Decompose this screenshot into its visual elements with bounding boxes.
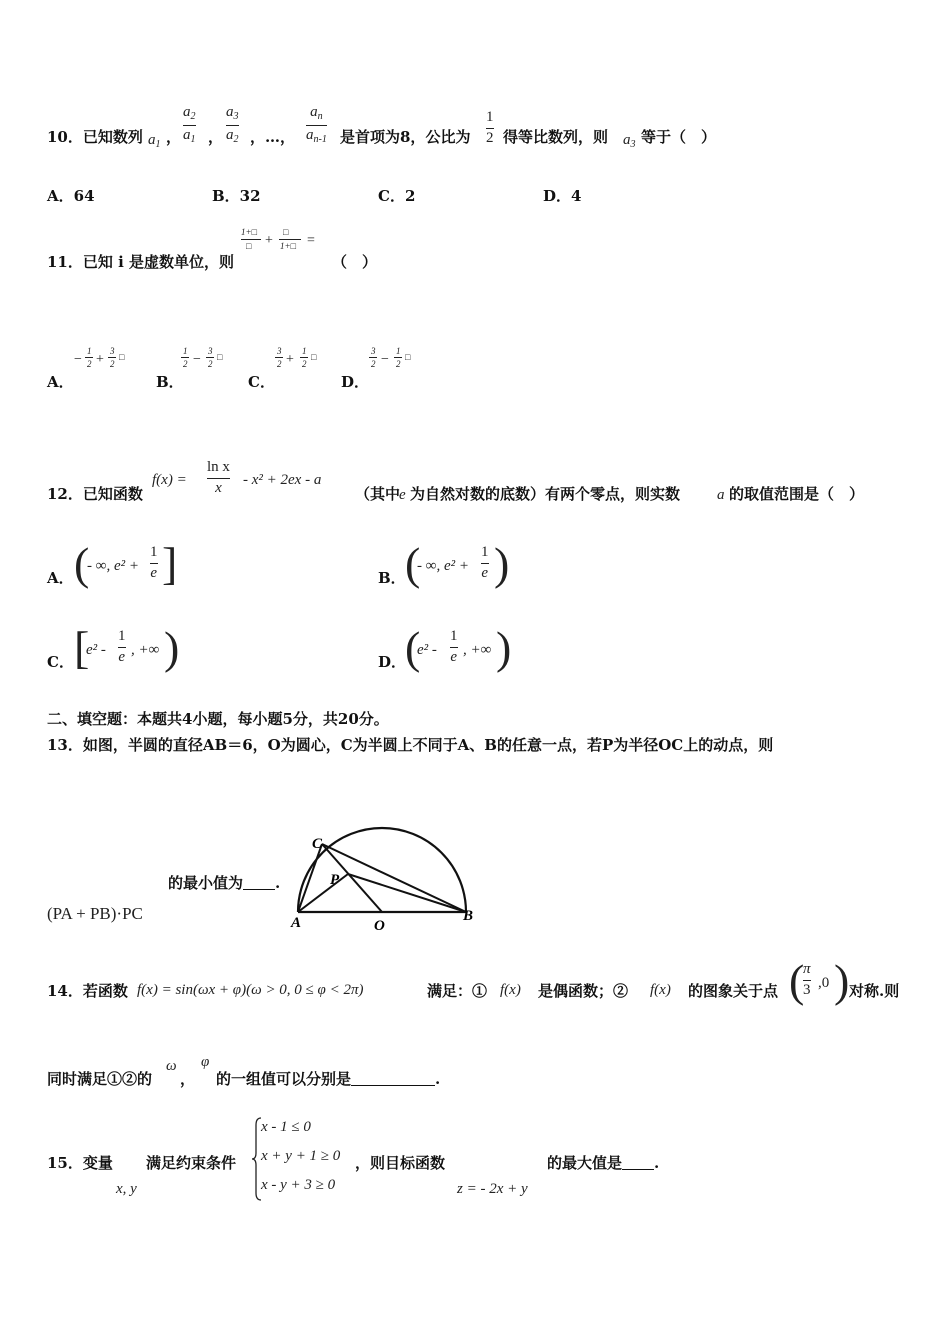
q15-constraint-3: x - y + 3 ≥ 0	[261, 1177, 336, 1193]
q13-semicircle-figure	[288, 820, 488, 930]
q10-ellipsis: ，…，	[250, 128, 296, 146]
q10-option-b[interactable]: B．32	[212, 187, 261, 205]
q10-comma: ，	[166, 128, 182, 146]
q14-line2-prefix: 同时满足①②的	[47, 1070, 153, 1088]
q10-stem-mid2: 得等比数列，则	[503, 128, 609, 146]
q12-e-symbol: e	[399, 487, 406, 503]
q11-option-c-expr[interactable]: 3 2 + 1 2 □	[277, 346, 317, 369]
q11-option-a-expr[interactable]: − 1 2 + 3 2 □	[74, 346, 125, 369]
q10-stem-suffix: 等于（ ）	[641, 128, 717, 146]
q13-stem: 13．如图，半圆的直径AB＝6，O为圆心，C为半圆上不同于A、B的任意一点，若P为半径OC上的动点，则	[47, 736, 774, 754]
q12-func-rest: - x² + 2ex - a	[243, 472, 322, 488]
q10-seq-first: $a_1$	[148, 132, 161, 150]
q14-comma: ，	[180, 1070, 196, 1088]
q14-answer-blank[interactable]	[351, 1085, 435, 1086]
q10-fraction-1: $a_2$ $a_1$	[183, 104, 196, 145]
q14-stem-mid: 满足：①	[427, 982, 488, 1000]
q14-stem-suffix: 对称.则	[849, 982, 900, 1000]
q14-phi: φ	[201, 1054, 210, 1070]
q13-tail: 的最小值为 .	[168, 874, 281, 892]
q10-stem-prefix: 10．已知数列	[47, 128, 143, 146]
q10-option-d[interactable]: D．4	[543, 187, 582, 205]
q10-option-c[interactable]: C．2	[378, 187, 416, 205]
q11-option-b-letter[interactable]: B．	[156, 373, 184, 391]
q14-line2-suffix: 的一组值可以分别是 .	[216, 1070, 441, 1088]
q15-answer-blank[interactable]	[622, 1169, 654, 1170]
q10-target: $a_3$	[623, 132, 636, 150]
q13-expression: (PA + PB)·PC	[47, 904, 143, 923]
q15-stem-suffix: 的最大值是 .	[547, 1154, 660, 1172]
q14-f1: f(x)	[500, 982, 521, 998]
q10-option-a[interactable]: A．64	[47, 187, 95, 205]
q11-option-c-letter[interactable]: C．	[248, 373, 275, 391]
q12-stem-mid2: 为自然对数的底数）有两个零点，则实数	[410, 485, 681, 503]
q12-option-d-letter[interactable]: D．	[378, 653, 407, 671]
q15-constraint-1: x - 1 ≤ 0	[261, 1119, 311, 1135]
q15-stem-mid: 满足约束条件	[146, 1154, 237, 1172]
q11-option-d-expr[interactable]: 3 2 − 1 2 □	[371, 346, 411, 369]
q11-option-a-letter[interactable]: A．	[47, 373, 74, 391]
q10-comma: ，	[208, 128, 224, 146]
q15-constraint-2: x + y + 1 ≥ 0	[261, 1148, 341, 1164]
q15-vars: x, y	[116, 1181, 137, 1197]
q11-option-d-letter[interactable]: D．	[341, 373, 370, 391]
q14-stem-mid3: 的图象关于点	[688, 982, 779, 1000]
q12-stem-mid: （其中	[355, 485, 401, 503]
q10-fraction-n: $a_n$ $a_{n-1}$	[306, 104, 327, 145]
q11-option-b-expr[interactable]: 1 2 − 3 2 □	[183, 346, 223, 369]
q11-stem-prefix: 11．已知 i 是虚数单位，则	[47, 253, 235, 271]
q13-label-c: C	[312, 836, 323, 852]
q11-stem-suffix: （ ）	[332, 253, 378, 271]
q12-stem-suffix: 的取值范围是（ ）	[729, 485, 865, 503]
q12-func-lhs: f(x) =	[152, 472, 187, 488]
q10-ratio-fraction: 1 2	[486, 109, 494, 146]
q12-option-b-letter[interactable]: B．	[378, 569, 406, 587]
q13-label-o: O	[374, 918, 385, 930]
q14-stem-mid2: 是偶函数；②	[538, 982, 629, 1000]
q13-answer-blank[interactable]	[243, 889, 275, 890]
q12-a-symbol: a	[717, 487, 725, 503]
q13-label-p: P	[330, 872, 340, 888]
q14-stem-prefix: 14．若函数	[47, 982, 128, 1000]
q13-label-b: B	[463, 908, 474, 924]
q13-label-a: A	[291, 915, 302, 930]
q14-omega: ω	[166, 1058, 177, 1074]
q10-fraction-2: $a_3$ $a_2$	[226, 104, 239, 145]
q10-stem-mid: 是首项为8，公比为	[340, 128, 471, 146]
q14-func: f(x) = sin(ωx + φ)(ω > 0, 0 ≤ φ < 2π)	[137, 982, 364, 998]
q12-option-a-letter[interactable]: A．	[47, 569, 74, 587]
q15-objective: z = - 2x + y	[457, 1181, 528, 1197]
q12-stem-prefix: 12．已知函数	[47, 485, 143, 503]
q11-formula: 1+□ □ + □ 1+□ =	[241, 227, 315, 251]
q12-option-c-letter[interactable]: C．	[47, 653, 74, 671]
q15-stem-prefix: 15．变量	[47, 1154, 113, 1172]
section-2-heading: 二、填空题：本题共4小题，每小题5分，共20分。	[47, 710, 389, 728]
q14-f2: f(x)	[650, 982, 671, 998]
q12-func-fraction: ln x x	[207, 459, 230, 496]
q15-stem-mid2: ，则目标函数	[355, 1154, 446, 1172]
